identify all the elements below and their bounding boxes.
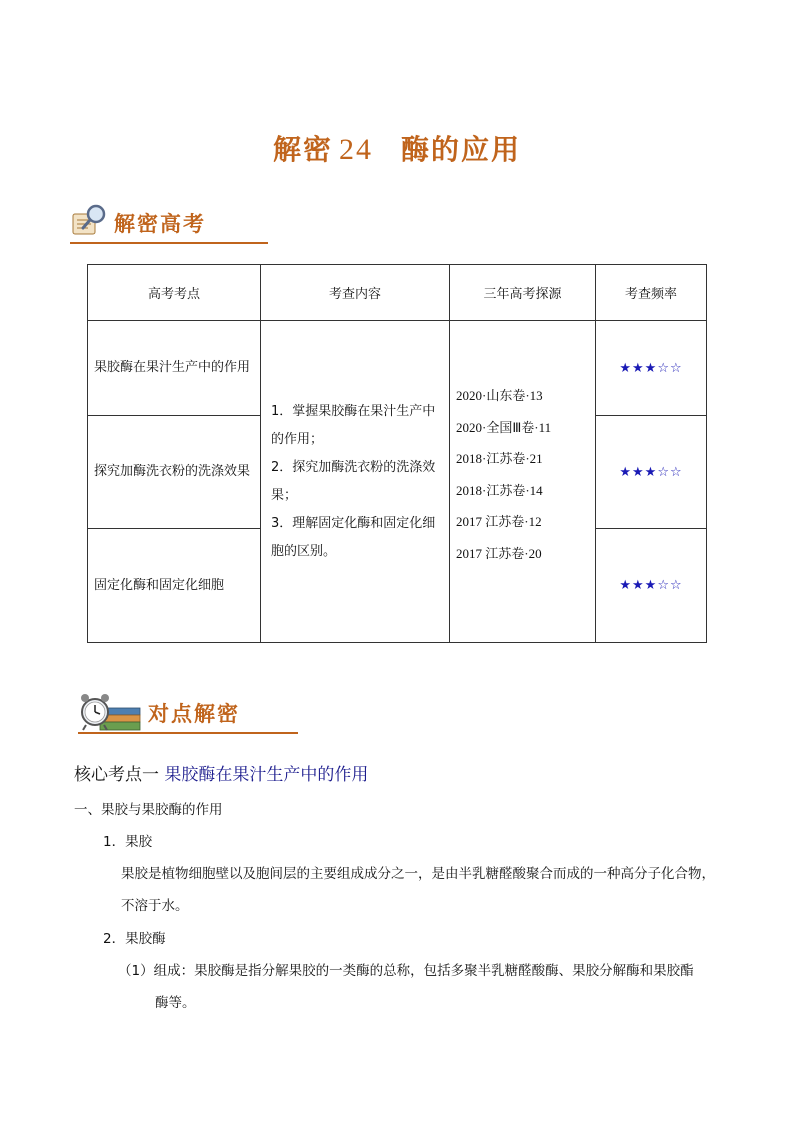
- section2-underline: [78, 732, 298, 734]
- content-item: 1．掌握果胶酶在果汁生产中的作用；: [271, 403, 436, 447]
- exam-point-cell: 果胶酶在果汁生产中的作用: [88, 321, 261, 416]
- source-cell: [450, 321, 596, 643]
- section2-label: 对点解密: [148, 702, 240, 726]
- table-row: [88, 321, 707, 416]
- exam-point-cell: 探究加酶洗衣粉的洗涤效果: [88, 416, 261, 529]
- page-title: [0, 128, 794, 168]
- header-cell: 考查内容: [261, 265, 450, 321]
- paragraph-pectin-a: 果胶是植物细胞壁以及胞间层的主要组成成分之一，是由半乳糖醛酸聚合而成的一种高分子化合物，: [121, 866, 715, 882]
- frequency-stars: ★★★☆☆: [596, 321, 707, 416]
- content-item: 2．探究加酶洗衣粉的洗涤效果；: [271, 459, 436, 503]
- core-point-topic: 果胶酶在果汁生产中的作用: [164, 765, 369, 785]
- item-title-pectin: 1．果胶: [103, 834, 153, 850]
- magnifier-icon: [70, 202, 114, 242]
- section1-underline: [70, 242, 268, 244]
- frequency-stars: ★★★☆☆: [596, 529, 707, 643]
- section-header-jiemi-gaokao: [70, 202, 270, 252]
- core-point-prefix: 核心考点一: [74, 765, 159, 785]
- section-heading-1: 一、果胶与果胶酶的作用: [74, 802, 223, 818]
- frequency-stars: ★★★☆☆: [596, 416, 707, 529]
- title-suffix: 酶的应用: [401, 133, 522, 166]
- item-title-pectinase: 2．果胶酶: [103, 931, 166, 947]
- source-item: 2018·江苏卷·21: [456, 451, 543, 466]
- table-header-row: [88, 265, 707, 321]
- content-item: 3．理解固定化酶和固定化细胞的区别。: [271, 515, 436, 559]
- core-point-heading: [74, 760, 368, 785]
- exam-points-table: [87, 264, 707, 643]
- exam-point-cell: 固定化酶和固定化细胞: [88, 529, 261, 643]
- source-item: 2017 江苏卷·12: [456, 514, 542, 529]
- alarm-clock-books-icon: [78, 688, 142, 734]
- content-cell: [261, 321, 450, 643]
- title-prefix: 解密: [272, 133, 333, 166]
- header-cell: 高考考点: [88, 265, 261, 321]
- paragraph-pectinase-b: 酶等。: [155, 995, 196, 1011]
- source-item: 2017 江苏卷·20: [456, 545, 542, 561]
- section1-label: 解密高考: [114, 212, 206, 236]
- source-item: 2018·江苏卷·14: [456, 482, 543, 498]
- section-header-duidian-jiemi: [78, 692, 308, 742]
- paragraph-pectin-b: 不溶于水。: [121, 898, 189, 914]
- title-number: 24: [339, 133, 373, 166]
- paragraph-pectinase-a: （1）组成：果胶酶是指分解果胶的一类酶的总称，包括多聚半乳糖醛酸酶、果胶分解酶和果胶酯: [118, 963, 694, 979]
- header-cell: 考查频率: [596, 265, 707, 321]
- source-item: 2020·山东卷·13: [456, 388, 543, 403]
- source-item: 2020·全国Ⅲ卷·11: [456, 419, 552, 435]
- header-cell: 三年高考探源: [450, 265, 596, 321]
